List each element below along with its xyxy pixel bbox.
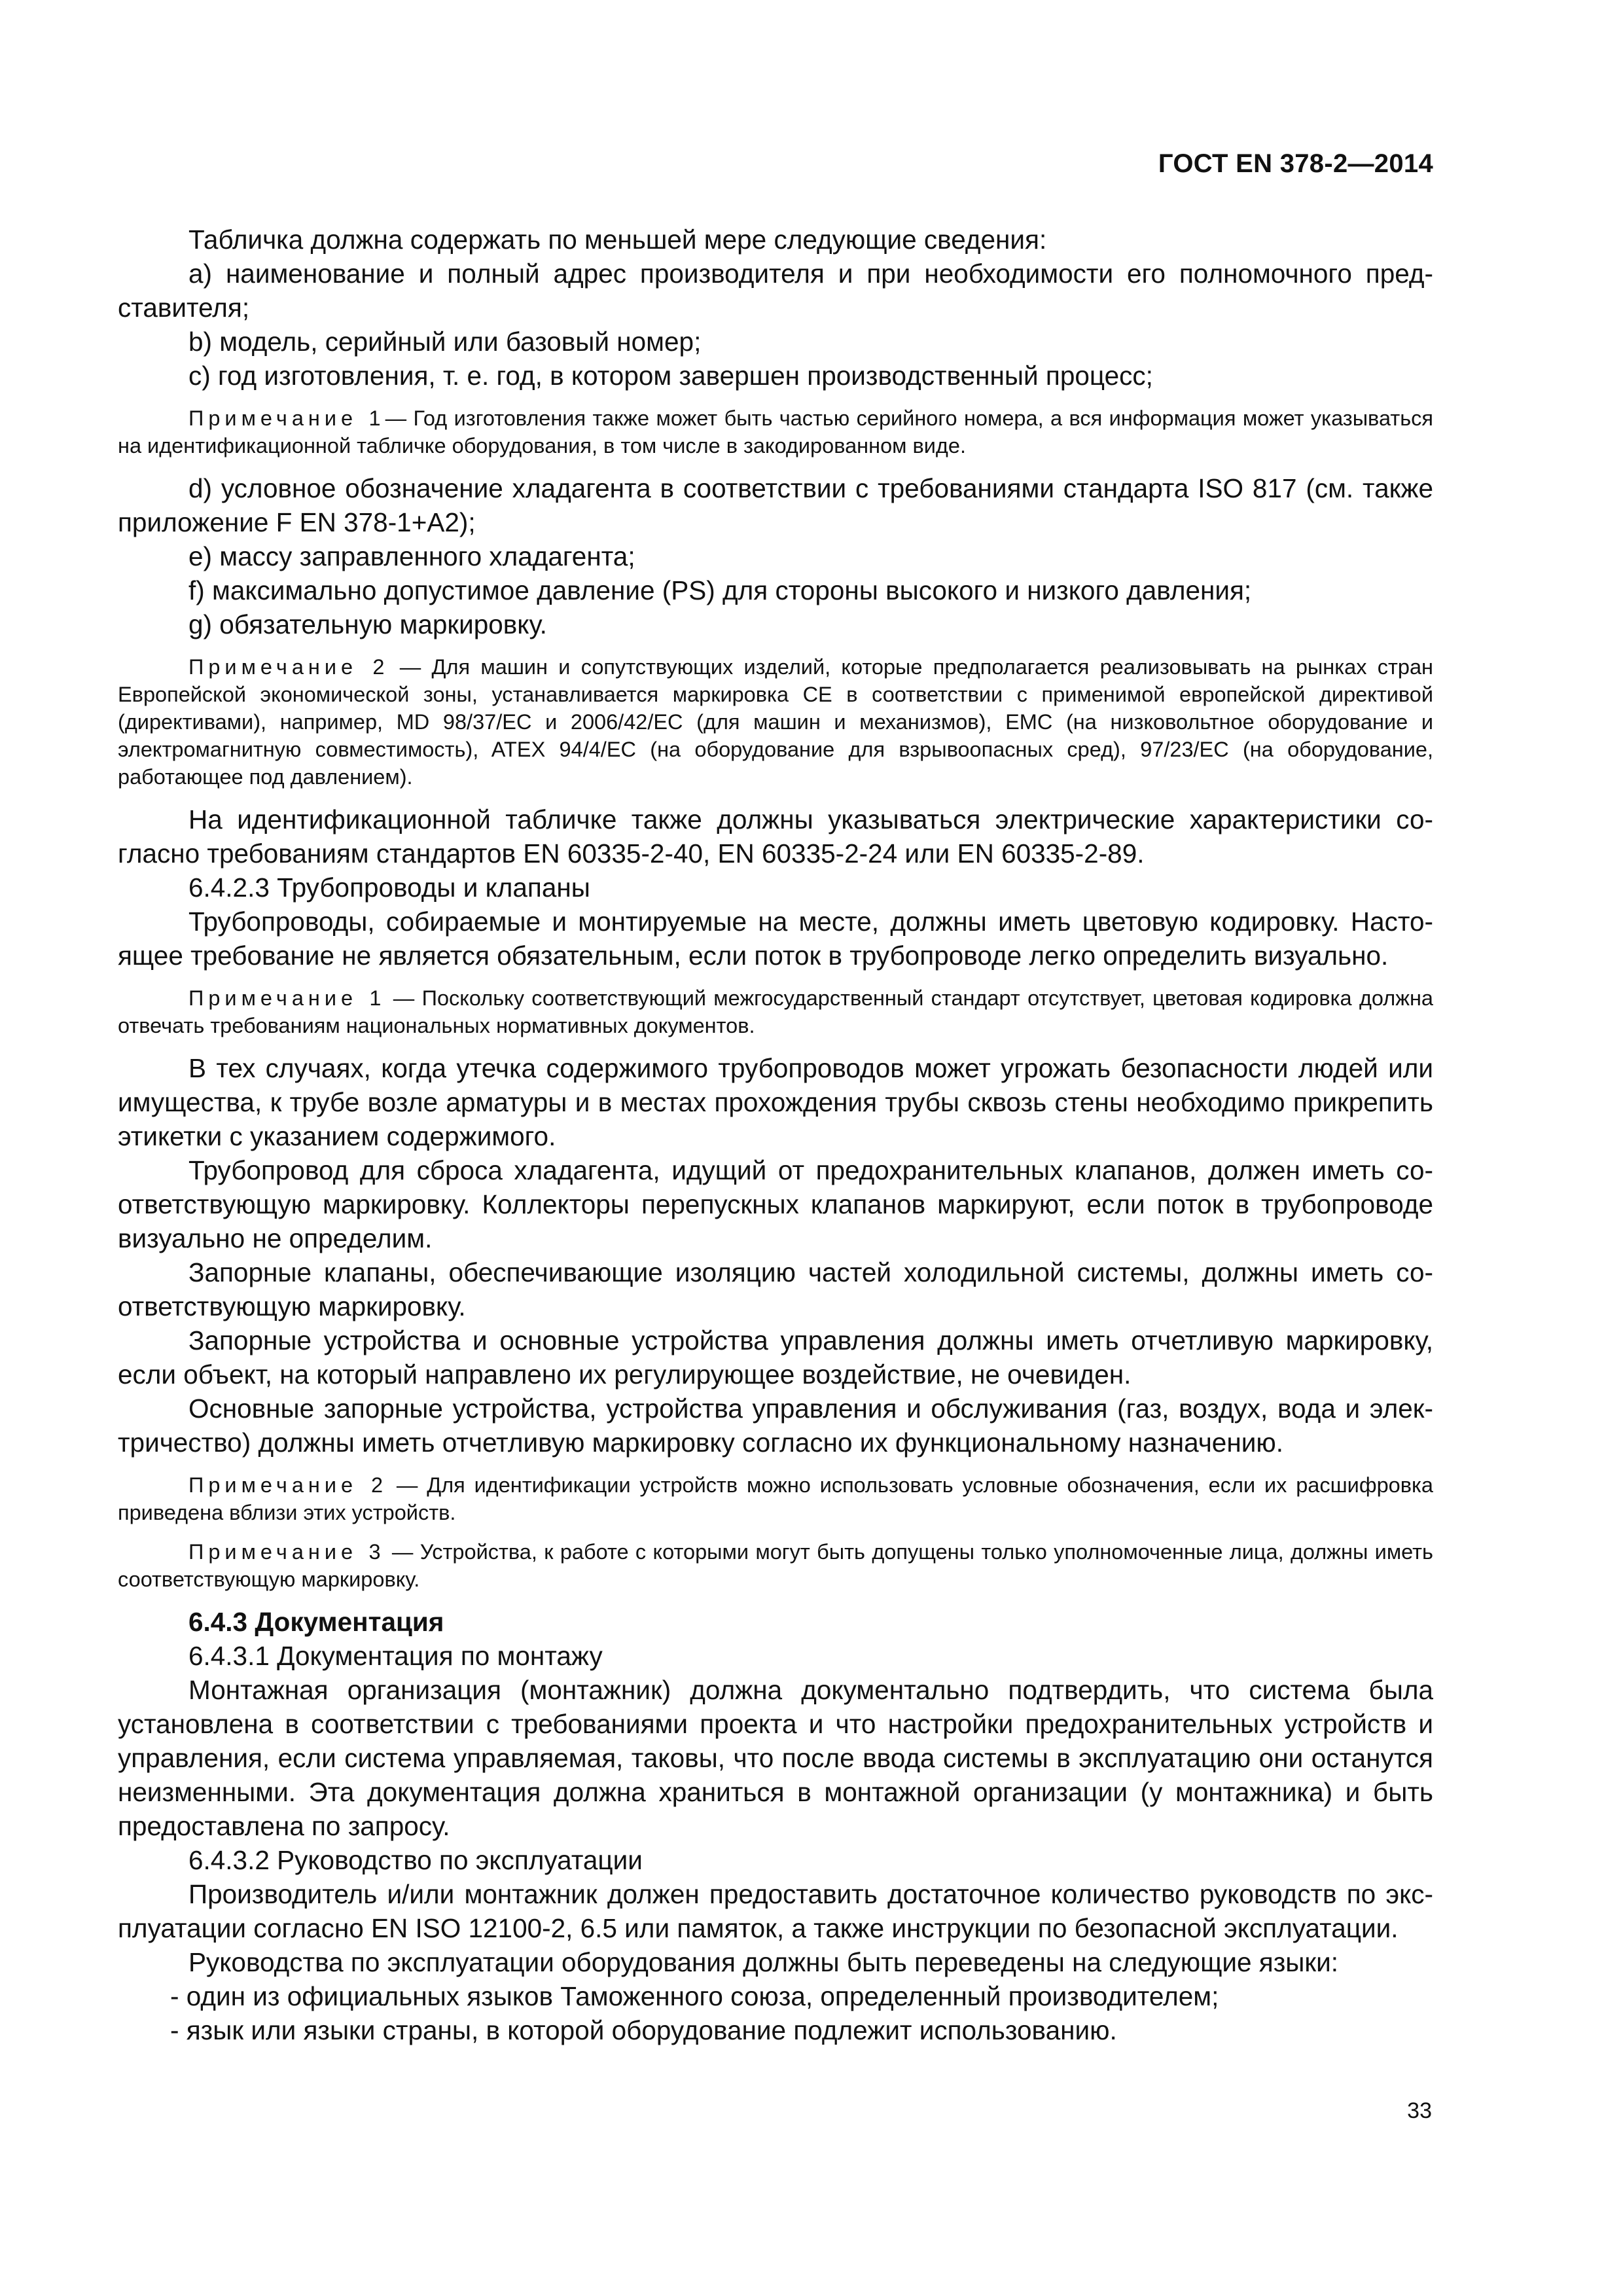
note xyxy=(118,1471,1433,1526)
paragraph: Запорные клапаны, обеспечивающие изоляцию частей холодильной системы, должны иметь соответствующую маркировку. xyxy=(118,1257,1433,1321)
note-text: — Год изготовления также может быть частью серийного номера, а вся информация может указываться на идентификационной табличке оборудования, в том числе в закодированном виде. xyxy=(118,406,1433,457)
list-item: g) обязательную маркировку. xyxy=(188,609,547,639)
subsection-heading: 6.4.3.2 Руководство по эксплуатации xyxy=(188,1845,643,1875)
section-heading-bold: 6.4.3 Документация xyxy=(188,1607,444,1637)
document-header: ГОСТ EN 378-2—2014 xyxy=(1158,149,1433,178)
section-heading: 6.4.2.3 Трубопроводы и клапаны xyxy=(188,872,590,903)
note-text: — Устройства, к работе с которыми могут быть допущены только уполномоченные лица, должны иметь соответствующую маркировку. xyxy=(118,1540,1433,1591)
note-label: Примечание 2 xyxy=(188,655,389,679)
note xyxy=(118,404,1433,459)
note-text: — Поскольку соответствующий межгосударственный стандарт отсутствует, цветовая кодировка должна отвечать требованиям национальных нормативных документов. xyxy=(118,986,1433,1037)
list-item: b) модель, серийный или базовый номер; xyxy=(188,327,702,357)
paragraph: Руководства по эксплуатации оборудования должны быть переведены на следующие языки: xyxy=(188,1947,1339,1977)
dash-list-item: - один из официальных языков Таможенного союза, определенный производителем; xyxy=(170,1981,1219,2011)
paragraph: Монтажная организация (монтажник) должна документально подтвердить, что система была установлена в соответствии с требованиями проекта и что настройки предохранительных устройств и управления, если система управляемая, таковы, что после ввода системы в эксплуатацию они останутся неизменными. Эта документация должна храниться в монтажной организации (у монтажника) и быть предоставлена по запросу. xyxy=(118,1675,1433,1841)
page-content xyxy=(118,223,1433,2047)
dash-list-item: - язык или языки страны, в которой оборудование подлежит использованию. xyxy=(170,2015,1117,2045)
note-text: — Для машин и сопутствующих изделий, которые предполагается реализовывать на рынках стран Европейской экономической зоны, устанавливается маркировка CE в соответствии с применимой европейской директивой (директивами), например, MD 98/37/EC и 2006/42/EC (для машин и механизмов), EMC (на низковольтное оборудование и электромагнитную совместимость), ATEX 94/4/EC (на оборудование для взрывоопасных сред), 97/23/EC (на оборудование, работающее под давлением). xyxy=(118,655,1434,789)
paragraph: Трубопроводы, собираемые и монтируемые на месте, должны иметь цветовую кодировку. Настоящее требование не является обязательным, если поток в трубопроводе легко определить визуально. xyxy=(118,906,1433,971)
paragraph: Производитель и/или монтажник должен предоставить достаточное количество руководств по эксплуатации согласно EN ISO 12100-2, 6.5 или памяток, а также инструкции по безопасной эксплуатации. xyxy=(118,1879,1433,1943)
paragraph: Основные запорные устройства, устройства управления и обслуживания (газ, воздух, вода и электричество) должны иметь отчетливую маркировку согласно их функциональному назначению. xyxy=(118,1393,1433,1458)
paragraph: Трубопровод для сброса хладагента, идущий от предохранительных клапанов, должен иметь соответствующую маркировку. Коллекторы перепускных клапанов маркируют, если поток в трубопроводе визуально не определим. xyxy=(118,1155,1433,1253)
note-text: — Для идентификации устройств можно использовать условные обозначения, если их расшифровка приведена вблизи этих устройств. xyxy=(118,1473,1433,1524)
paragraph: Запорные устройства и основные устройства управления должны иметь отчетливую маркировку, если объект, на который направлено их регулирующее воздействие, не очевиден. xyxy=(118,1325,1433,1390)
note-label: Примечание 2 xyxy=(188,1473,388,1497)
note-label: Примечание 1 xyxy=(188,406,385,430)
paragraph: В тех случаях, когда утечка содержимого трубопроводов может угрожать безопасности людей или имущества, к трубе возле арматуры и в местах прохождения трубы сквозь стены необходимо прикрепить этикетки с указанием содержимого. xyxy=(118,1053,1433,1151)
paragraph: На идентификационной табличке также должны указываться электрические характеристики согласно требованиям стандартов EN 60335-2-40, EN 60335-2-24 или EN 60335-2-89. xyxy=(118,804,1433,869)
note xyxy=(118,1538,1433,1593)
note xyxy=(118,984,1433,1039)
list-item: d) условное обозначение хладагента в соответствии с требованиями стандарта ISO 817 (см. также приложение F EN 378-1+A2); xyxy=(118,473,1433,537)
paragraph: Табличка должна содержать по меньшей мере следующие сведения: xyxy=(188,224,1047,255)
list-item: f) максимально допустимое давление (PS) для стороны высокого и низкого давления; xyxy=(188,575,1252,605)
list-item: c) год изготовления, т. е. год, в котором завершен производственный процесс; xyxy=(188,361,1153,391)
note-label: Примечание 1 xyxy=(188,986,386,1010)
subsection-heading: 6.4.3.1 Документация по монтажу xyxy=(188,1641,603,1671)
note xyxy=(118,653,1433,791)
page-number: 33 xyxy=(1407,2098,1432,2123)
list-item: a) наименование и полный адрес производителя и при необходимости его полномочного представителя; xyxy=(118,259,1433,323)
list-item: e) массу заправленного хладагента; xyxy=(188,541,635,571)
note-label: Примечание 3 xyxy=(188,1540,385,1564)
